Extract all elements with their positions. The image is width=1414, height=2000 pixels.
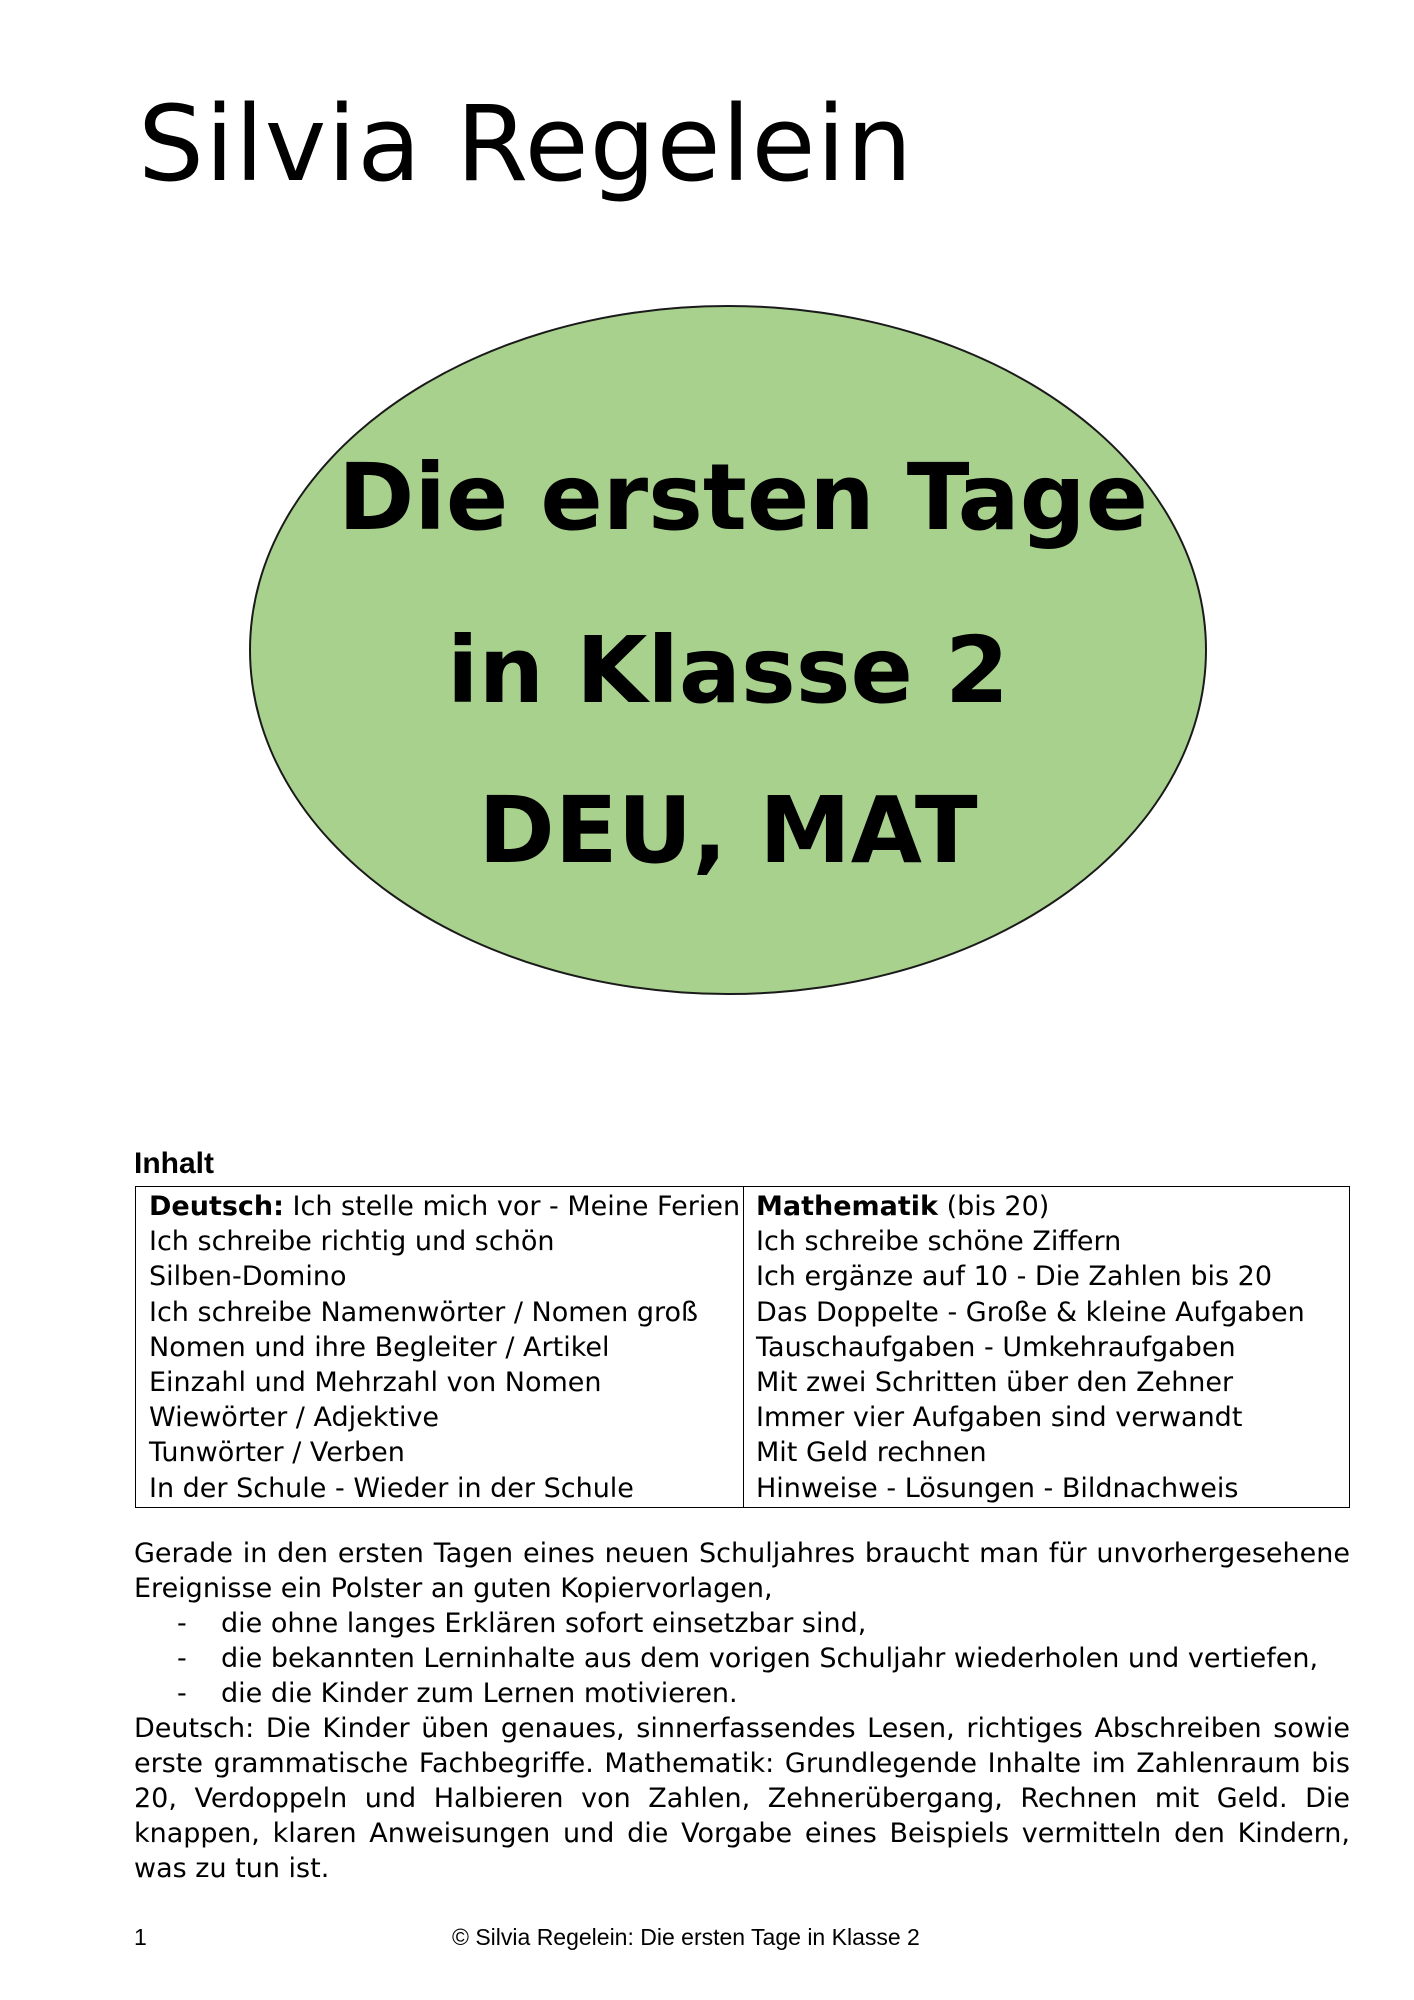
bullet-dash: -	[177, 1643, 187, 1674]
toc-item: Tunwörter / Verben	[149, 1437, 405, 1469]
title-line-1: Die ersten Tage	[338, 444, 1148, 551]
toc-mathematik-label-suffix: (bis 20)	[938, 1191, 1050, 1222]
toc-item: Tauschaufgaben - Umkehraufgaben	[756, 1331, 1236, 1363]
toc-column-deutsch	[136, 1187, 744, 1507]
bullet-dash: -	[177, 1608, 187, 1639]
bullet-dash: -	[177, 1678, 187, 1709]
toc-item: Silben-Domino	[149, 1261, 347, 1293]
toc-item: Einzahl und Mehrzahl von Nomen	[149, 1366, 602, 1398]
toc-deutsch-label: Deutsch:	[149, 1191, 284, 1222]
intro-line-2: Ereignisse ein Polster an guten Kopiervorlagen,	[134, 1573, 773, 1604]
footer-copyright: © Silvia Regelein: Die ersten Tage in Klasse 2	[452, 1924, 920, 1950]
toc-item: Ich schreibe schöne Ziffern	[756, 1226, 1122, 1258]
toc-deutsch-first-item: Ich stelle mich vor - Meine Ferien	[283, 1191, 741, 1222]
intro-bullet	[134, 1641, 1350, 1676]
toc-mathematik-label: Mathematik	[756, 1191, 938, 1222]
intro-paragraph: Deutsch: Die Kinder üben genaues, sinnerfassendes Lesen, richtiges Abschreiben sowie erste grammatische Fachbegriffe. Mathematik: Grundlegende Inhalte im Zahlenraum bis 20, Verdoppeln und Halbieren von Zahlen, Zehnerübergang, Rechnen mit Geld. Die knappen, klaren Anweisungen und die Vorgabe eines Beispiels vermitteln den Kindern, was zu tun ist.	[134, 1713, 1350, 1884]
bullet-text: die ohne langes Erklären sofort einsetzbar sind,	[221, 1608, 867, 1639]
intro-text	[134, 1536, 1350, 1886]
toc-item: Das Doppelte - Große & kleine Aufgaben	[756, 1296, 1305, 1328]
toc-item: Wiewörter / Adjektive	[149, 1402, 440, 1434]
toc-heading: Inhalt	[134, 1147, 214, 1180]
toc-item: In der Schule - Wieder in der Schule	[149, 1472, 634, 1504]
toc-item: Mit Geld rechnen	[756, 1437, 987, 1469]
toc-item: Nomen und ihre Begleiter / Artikel	[149, 1331, 610, 1363]
toc-item: Immer vier Aufgaben sind verwandt	[756, 1402, 1243, 1434]
intro-line-1: Gerade in den ersten Tagen eines neuen Schuljahres braucht man für unvorhergesehene	[134, 1538, 1350, 1569]
toc-table	[135, 1186, 1350, 1508]
title-line-2: in Klasse 2	[447, 617, 1009, 724]
page-number: 1	[134, 1924, 147, 1950]
toc-item: Mit zwei Schritten über den Zehner	[756, 1366, 1234, 1398]
author-name: Silvia Regelein	[138, 83, 914, 205]
intro-bullet	[134, 1606, 1350, 1641]
bullet-text: die bekannten Lerninhalte aus dem vorigen Schuljahr wiederholen und vertiefen,	[221, 1643, 1319, 1674]
toc-item: Ich schreibe richtig und schön	[149, 1226, 555, 1258]
toc-item: Ich schreibe Namenwörter / Nomen groß	[149, 1296, 699, 1328]
title-line-3: DEU, MAT	[478, 777, 978, 884]
toc-item	[149, 1189, 743, 1224]
intro-bullet	[134, 1676, 1350, 1711]
toc-item: Hinweise - Lösungen - Bildnachweis	[756, 1472, 1239, 1504]
toc-item: Ich ergänze auf 10 - Die Zahlen bis 20	[756, 1261, 1273, 1293]
toc-column-mathematik	[744, 1187, 1349, 1507]
toc-item	[756, 1189, 1349, 1224]
bullet-text: die die Kinder zum Lernen motivieren.	[221, 1678, 738, 1709]
